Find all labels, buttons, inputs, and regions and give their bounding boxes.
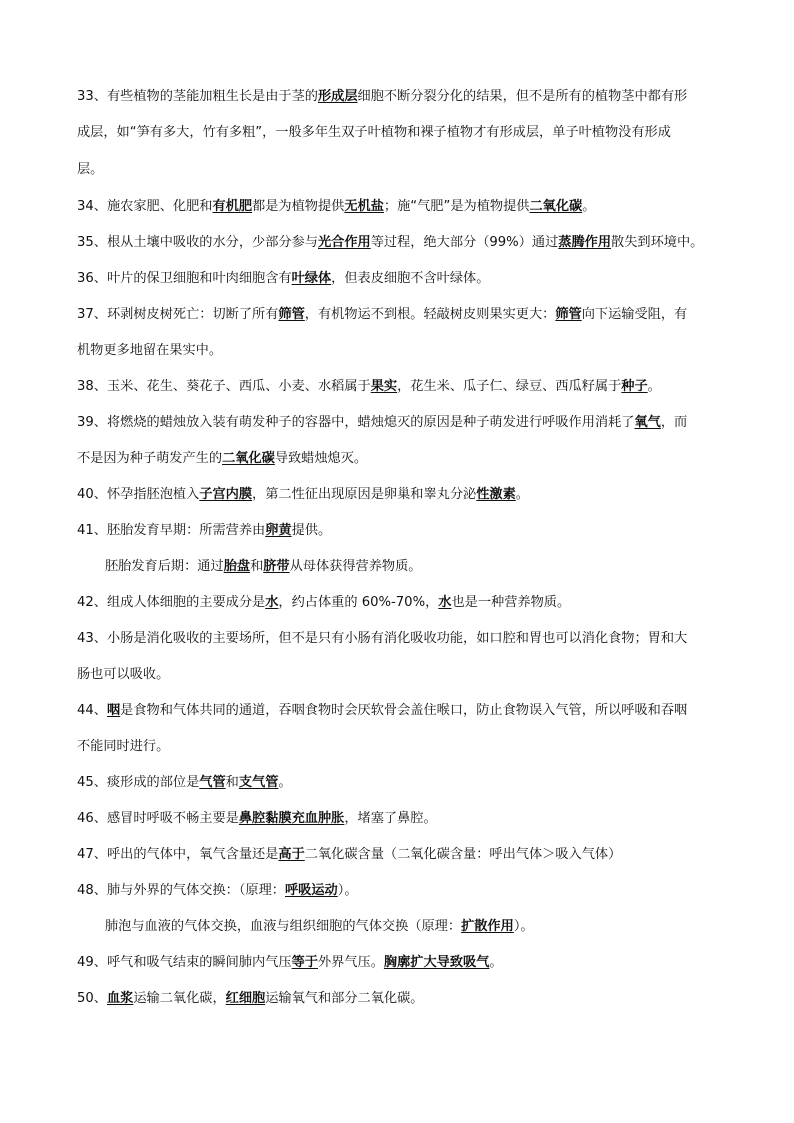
text-segment: 都是为植物提供 <box>252 199 345 214</box>
text-segment: 47、呼出的气体中，氧气含量还是 <box>77 847 279 862</box>
text-segment: 33、有些植物的茎能加粗生长是由于茎的 <box>77 89 318 104</box>
key-term: 脐带 <box>263 559 290 574</box>
text-segment: ，堵塞了鼻腔。 <box>344 811 437 826</box>
text-line <box>77 270 489 288</box>
text-segment: 44、 <box>77 703 107 718</box>
key-term: 子宫内膜 <box>199 487 253 502</box>
text-segment: 36、叶片的保卫细胞和叶肉细胞含有 <box>77 271 292 286</box>
text-segment: 。 <box>515 487 529 502</box>
text-segment: 35、根从土壤中吸收的水分，少部分参与 <box>77 235 318 250</box>
text-segment: 肺泡与血液的气体交换，血液与组织细胞的气体交换（原理： <box>105 919 462 934</box>
text-segment: 从母体获得营养物质。 <box>289 559 422 574</box>
text-segment: 和 <box>250 559 264 574</box>
text-line <box>77 774 292 792</box>
text-segment: 二氧化碳含量（二氧化碳含量：呼出气体＞吸入气体） <box>304 847 622 862</box>
text-line-indented <box>105 918 534 936</box>
key-term: 二氧化碳 <box>222 451 275 466</box>
text-line <box>77 882 358 900</box>
key-term: 二氧化碳 <box>529 199 583 214</box>
text-segment: 成层，如“笋有多大，竹有多粗”，一般多年生双子叶植物和裸子植物才有形成层，单子叶植物没有形成 <box>77 125 671 140</box>
text-segment: ，有机物运不到根。轻敲树皮则果实更大： <box>304 307 556 322</box>
text-segment: 41、胚胎发育早期：所需营养由 <box>77 523 266 538</box>
text-segment: 等过程，绝大部分（99%）通过 <box>370 235 559 250</box>
key-term: 光合作用 <box>317 235 371 250</box>
text-line-indented <box>105 558 422 576</box>
key-term: 等于 <box>291 955 318 970</box>
text-segment: 。 <box>647 379 661 394</box>
key-term: 支气管 <box>238 775 279 790</box>
key-term: 形成层 <box>317 89 358 104</box>
text-segment: 运输氧气和部分二氧化碳。 <box>265 991 424 1006</box>
text-segment: 37、环剥树皮树死亡：切断了所有 <box>77 307 279 322</box>
text-line <box>77 630 687 648</box>
key-term: 有机肥 <box>212 199 253 214</box>
text-segment: 胚胎发育后期：通过 <box>105 559 224 574</box>
text-segment: 导致蜡烛熄灭。 <box>274 451 368 466</box>
text-segment: 45、痰形成的部位是 <box>77 775 200 790</box>
text-line <box>77 954 503 972</box>
key-term: 鼻腔黏膜充血肿胀 <box>238 811 345 826</box>
text-segment: 42、组成人体细胞的主要成分是 <box>77 595 266 610</box>
text-line <box>77 990 423 1008</box>
text-segment: 。 <box>489 955 503 970</box>
key-term: 胸廓扩大导致吸气 <box>383 955 490 970</box>
text-line <box>77 738 169 756</box>
text-segment: 不是因为种子萌发产生的 <box>77 451 223 466</box>
text-line <box>77 486 529 504</box>
text-segment: 运输二氧化碳， <box>133 991 226 1006</box>
text-line <box>77 450 367 468</box>
key-term: 血浆 <box>106 991 134 1006</box>
key-term: 卵黄 <box>265 523 292 538</box>
text-line <box>77 234 703 252</box>
text-line <box>77 161 103 179</box>
key-term: 氧气 <box>634 415 661 430</box>
key-term: 红细胞 <box>225 991 266 1006</box>
text-segment: ；施“气肥”是为植物提供 <box>383 199 530 214</box>
text-segment: 向下运输受阻，有 <box>581 307 688 322</box>
text-segment: ，花生米、瓜子仁、绿豆、西瓜籽属于 <box>397 379 622 394</box>
key-term: 气管 <box>199 775 226 790</box>
key-term: 呼吸运动 <box>285 883 338 898</box>
key-term: 高于 <box>278 847 305 862</box>
text-segment: ，第二性征出现原因是卵巢和睾丸分泌 <box>252 487 477 502</box>
text-segment: 40、怀孕指胚泡植入 <box>77 487 200 502</box>
key-term: 水 <box>265 595 279 610</box>
text-segment: ）。 <box>513 919 534 934</box>
text-segment: 散失到环境中。 <box>611 235 704 250</box>
text-line <box>77 846 621 864</box>
text-segment: 外界气压。 <box>317 955 384 970</box>
key-term: 水 <box>438 595 452 610</box>
text-segment: 和 <box>225 775 239 790</box>
key-term: 筛管 <box>278 307 305 322</box>
text-segment: 提供。 <box>291 523 332 538</box>
text-line <box>77 124 671 142</box>
key-term: 筛管 <box>555 307 582 322</box>
text-segment: 也是一种营养物质。 <box>451 595 571 610</box>
text-segment: 43、小肠是消化吸收的主要场所，但不是只有小肠有消化吸收功能，如口腔和胃也可以消化食物；胃和大 <box>77 631 688 646</box>
text-segment: 。 <box>278 775 292 790</box>
key-term: 种子 <box>621 379 648 394</box>
text-segment: 细胞不断分裂分化的结果，但不是所有的植物茎中都有形 <box>357 89 688 104</box>
text-segment: 38、玉米、花生、葵花子、西瓜、小麦、水稻属于 <box>77 379 371 394</box>
text-segment: 39、将燃烧的蜡烛放入装有萌发种子的容器中，蜡烛熄灭的原因是种子萌发进行呼吸作用消耗了 <box>77 415 635 430</box>
text-line <box>77 666 169 684</box>
text-segment: 。 <box>582 199 596 214</box>
text-line <box>77 522 331 540</box>
text-line <box>77 594 570 612</box>
text-segment: 49、呼气和吸气结束的瞬间肺内气压 <box>77 955 292 970</box>
text-segment: 是食物和气体共同的通道，吞咽食物时会厌软骨会盖住喉口，防止食物误入气管，所以呼吸和吞咽 <box>120 703 688 718</box>
text-segment: 50、 <box>77 991 107 1006</box>
text-line <box>77 306 687 324</box>
text-segment: 34、施农家肥、化肥和 <box>77 199 213 214</box>
key-term: 胎盘 <box>223 559 251 574</box>
key-term: 性激素 <box>476 487 516 502</box>
key-term: 果实 <box>370 379 398 394</box>
text-segment: 48、肺与外界的气体交换：（原理： <box>77 883 285 898</box>
key-term: 扩散作用 <box>461 919 514 934</box>
text-line <box>77 342 222 360</box>
text-segment: ）。 <box>337 883 358 898</box>
text-line <box>77 378 661 396</box>
text-line <box>77 414 687 432</box>
text-line <box>77 810 437 828</box>
text-line <box>77 198 595 216</box>
text-line <box>77 88 687 106</box>
text-segment: ，而 <box>660 415 688 430</box>
text-segment: 46、感冒时呼吸不畅主要是 <box>77 811 239 826</box>
text-segment: 不能同时进行。 <box>77 739 170 754</box>
text-segment: 肠也可以吸收。 <box>77 667 170 682</box>
key-term: 咽 <box>106 703 121 718</box>
key-term: 无机盐 <box>344 199 384 214</box>
key-term: 蒸腾作用 <box>558 235 612 250</box>
text-segment: 机物更多地留在果实中。 <box>77 343 223 358</box>
text-segment: 层。 <box>77 162 104 177</box>
text-line <box>77 702 687 720</box>
text-segment: ，约占体重的 60%-70%， <box>278 595 439 610</box>
text-segment: ，但表皮细胞不含叶绿体。 <box>331 271 490 286</box>
key-term: 叶绿体 <box>291 271 332 286</box>
